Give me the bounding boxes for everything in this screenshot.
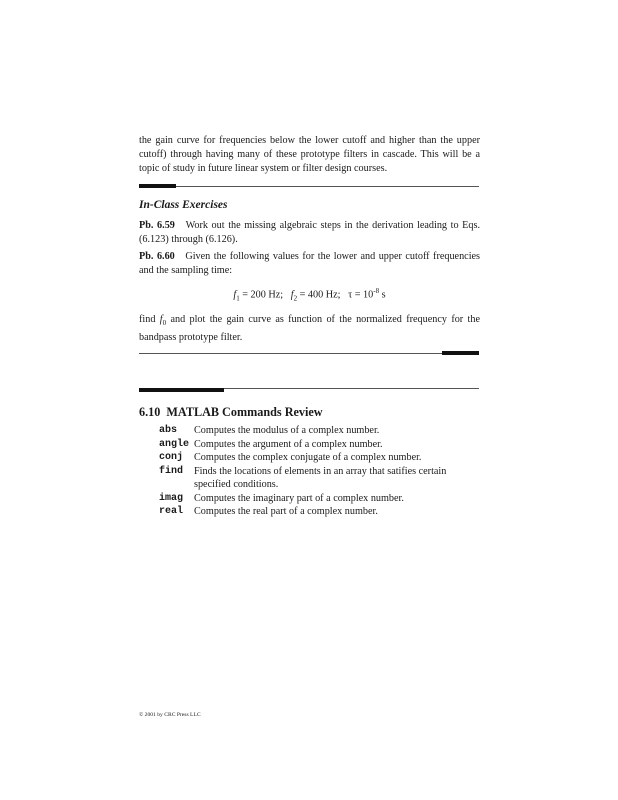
find-rest: and plot the gain curve as function of the normalized frequency for the bandpass prototype filter. bbox=[139, 314, 480, 343]
commands-list bbox=[159, 424, 479, 519]
copyright-footer: © 2001 by CRC Press LLC bbox=[139, 712, 201, 718]
f1-symbol: f bbox=[233, 289, 237, 301]
command-row bbox=[159, 451, 479, 465]
f0-symbol: f bbox=[159, 314, 163, 325]
tau-unit: s bbox=[379, 289, 386, 301]
command-name: imag bbox=[159, 492, 184, 504]
command-description: Finds the locations of elements in an array that satifies certain specified conditions. bbox=[194, 465, 447, 490]
f2-symbol: f bbox=[290, 289, 294, 301]
command-description: Computes the imaginary part of a complex number. bbox=[194, 492, 404, 504]
problem-label: Pb. 6.59 bbox=[139, 220, 175, 231]
command-name: abs bbox=[159, 425, 178, 436]
f1-value: = 200 Hz; bbox=[239, 289, 284, 301]
f2-value: = 400 Hz; bbox=[297, 289, 341, 301]
command-description: Computes the real part of a complex number. bbox=[194, 506, 378, 517]
command-description: Computes the complex conjugate of a complex number. bbox=[194, 452, 422, 463]
f2-subscript: 2 bbox=[293, 294, 298, 303]
f1-subscript: 1 bbox=[236, 294, 240, 303]
exercise-end-rule-thin bbox=[139, 353, 442, 354]
intro-paragraph: the gain curve for frequencies below the lower cutoff and higher than the upper cutoff) through having many of these prototype filters in cascade. This will be a topic of study in future linear system or filter design courses. bbox=[139, 135, 480, 174]
command-row bbox=[159, 438, 479, 452]
exercise-end-rule-thick bbox=[442, 351, 479, 355]
problem-6-59 bbox=[139, 219, 480, 247]
section-heading: 6.10 MATLAB Commands Review bbox=[139, 405, 323, 419]
section-6-10-rule-thin bbox=[224, 388, 479, 389]
tau-lhs: τ = 10 bbox=[348, 289, 374, 301]
find-prefix: find bbox=[139, 314, 160, 325]
in-class-heading: In-Class Exercises bbox=[139, 199, 228, 211]
problem-text: Work out the missing algebraic steps in the derivation leading to Eqs. (6.123) through (6.126). bbox=[139, 220, 480, 245]
command-name: angle bbox=[159, 438, 190, 450]
command-row bbox=[159, 465, 479, 492]
find-paragraph bbox=[139, 313, 480, 345]
command-row bbox=[159, 424, 479, 438]
section-6-10-rule-thick bbox=[139, 388, 224, 392]
problem-6-60 bbox=[139, 250, 480, 278]
command-name: real bbox=[159, 506, 184, 517]
section-rule-thick bbox=[139, 184, 176, 188]
f0-subscript: 0 bbox=[162, 319, 167, 328]
command-description: Computes the modulus of a complex number. bbox=[194, 425, 380, 436]
command-description: Computes the argument of a complex number. bbox=[194, 438, 383, 450]
command-name: find bbox=[159, 465, 184, 477]
command-name: conj bbox=[159, 452, 184, 463]
command-row bbox=[159, 505, 479, 519]
problem-text: Given the following values for the lower and upper cutoff frequencies and the sampling time: bbox=[139, 251, 481, 276]
tau-exponent: -8 bbox=[373, 287, 380, 295]
cutoff-equation bbox=[139, 287, 480, 302]
command-row bbox=[159, 492, 479, 506]
problem-label: Pb. 6.60 bbox=[139, 251, 175, 262]
section-rule-thin bbox=[176, 186, 479, 187]
